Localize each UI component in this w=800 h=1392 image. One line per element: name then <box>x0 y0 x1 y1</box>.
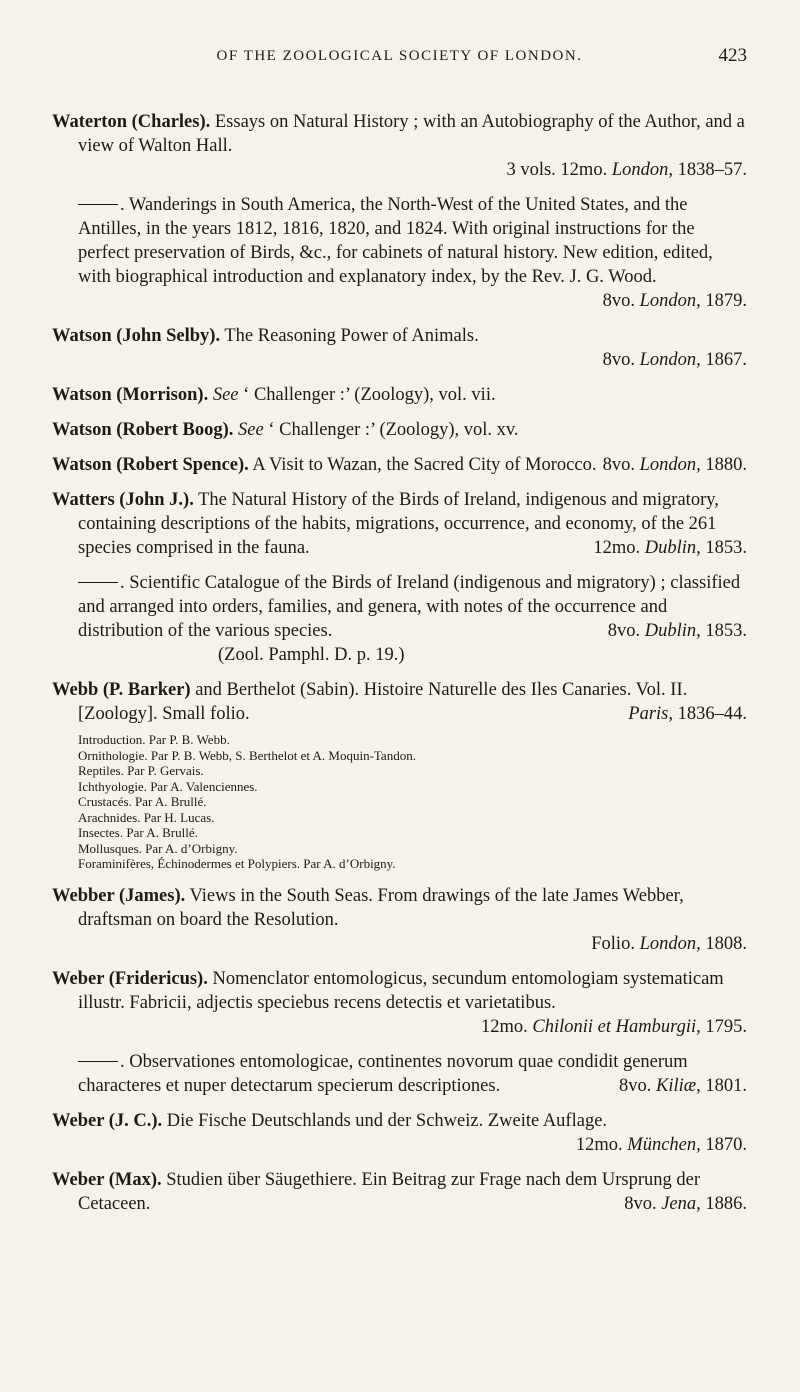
entry-title: . Scientific Catalogue of the Birds of Ireland (indigenous and migratory) ; classified and arranged into orders, families, and genera, with notes of the occurrence and distribution of the various species. <box>78 573 741 641</box>
contents-line: Crustacés. Par A. Brullé. <box>78 794 207 809</box>
entry-imprint: 8vo. London, 1867. <box>602 350 747 370</box>
entry-title: . Observationes entomologicae, continentes novorum quae condidit generum characteres et nuper detectarum specierum descriptiones. <box>78 1051 688 1096</box>
entry-imprint: 12mo. Chilonii et Hamburgii, 1795. <box>480 1016 747 1037</box>
entry-imprint: 12mo. München, 1870. <box>575 1134 747 1155</box>
page-number: 423 <box>718 45 747 66</box>
ditto-dash <box>78 1061 118 1062</box>
entry-title: . Wanderings in South America, the North-West of the United States, and the Antilles, in the years 1812, 1816, 1820, and 1824. With original instructions for the perfect preservation of Birds, &c., for cabinets of natural history. New edition, edited, with biographical introduction and explanatory index, by the Rev. J. G. Wood. <box>78 195 713 287</box>
entry-author: Watson (John Selby). <box>52 326 221 346</box>
entry-imprint: 8vo. London, 1880. <box>602 455 747 475</box>
entry-author: Waterton (Charles). <box>52 112 211 132</box>
entry-weber-observationes <box>52 1050 747 1098</box>
entry-weber-fridericus <box>52 967 747 1039</box>
entry-imprint: 12mo. Dublin, 1853. <box>593 538 747 558</box>
entry-watson-robert-spence <box>52 453 747 477</box>
entry-webb-berthelot <box>52 678 747 726</box>
running-head: OF THE ZOOLOGICAL SOCIETY OF LONDON. <box>216 48 583 64</box>
entry-weber-jc <box>52 1109 747 1157</box>
ditto-dash <box>78 582 118 583</box>
entry-watson-robert-boog <box>52 418 747 442</box>
pamphlet-reference: (Zool. Pamphl. D. p. 19.) <box>218 645 405 665</box>
entry-title: Essays on Natural History ; with an Autobiography of the Author, and a view of Walton Hall. <box>78 112 745 156</box>
entry-author: Watson (Robert Spence). <box>52 455 249 475</box>
contents-line: Introduction. Par P. B. Webb. <box>78 732 230 747</box>
ditto-dash <box>78 204 118 205</box>
entry-author: Weber (J. C.). <box>52 1110 163 1131</box>
entry-waterton-wanderings <box>52 193 747 313</box>
entry-title: Die Fische Deutschlands und der Schweiz. Zweite Auflage. <box>162 1110 608 1131</box>
entry-imprint: 8vo. Kiliæ, 1801. <box>619 1075 747 1096</box>
contents-line: Arachnides. Par H. Lucas. <box>78 809 215 825</box>
entry-author: Webber (James). <box>52 885 186 906</box>
contents-line: Insectes. Par A. Brullé. <box>78 825 198 840</box>
entry-title: ‘ Challenger :’ (Zoology), vol. xv. <box>263 420 519 440</box>
entry-title: The Natural History of the Birds of Ireland, indigenous and migratory, containing descriptions of the habits, migrations, occurrence, and economy, of the 261 species comprised in the fauna. <box>78 490 719 558</box>
entry-title: Studien über Säugethiere. Ein Beitrag zur Frage nach dem Ursprung der Cetaceen. <box>78 1169 700 1214</box>
entry-waterton-essays <box>52 110 747 182</box>
contents-line: Mollusques. Par A. d’Orbigny. <box>78 840 238 856</box>
entry-watson-john-selby <box>52 324 747 372</box>
entry-title: ‘ Challenger :’ (Zoology), vol. vii. <box>238 385 496 405</box>
entry-imprint: 8vo. Dublin, 1853. <box>607 621 747 641</box>
book-page <box>52 0 747 1392</box>
entry-author: Webb (P. Barker) <box>52 680 191 700</box>
entry-title: The Reasoning Power of Animals. <box>220 326 479 346</box>
entry-title: Nomenclator entomologicus, secundum entomologiam systematicam illustr. Fabricii, adjectis speciebus recens detectis et varietatibus. <box>78 968 724 1013</box>
entry-title: A Visit to Wazan, the Sacred City of Morocco. <box>248 455 597 475</box>
page-header <box>52 0 747 105</box>
entry-watters-natural-history <box>52 488 747 560</box>
contents-line: Ornithologie. Par P. B. Webb, S. Berthelot et A. Moquin-Tandon. <box>78 747 416 763</box>
entry-watson-morrison <box>52 383 747 407</box>
entry-author: Watson (Robert Boog). <box>52 420 234 440</box>
see-reference: See <box>238 420 264 440</box>
entry-title: Views in the South Seas. From drawings of the late James Webber, draftsman on board the Resolution. <box>78 885 684 930</box>
entry-imprint: 8vo. Jena, 1886. <box>624 1193 747 1214</box>
contents-list <box>52 732 747 872</box>
entry-author: Watson (Morrison). <box>52 385 209 405</box>
contents-line: Ichthyologie. Par A. Valenciennes. <box>78 778 258 794</box>
entry-weber-max <box>52 1168 747 1216</box>
entry-title: and Berthelot (Sabin). Histoire Naturelle des Iles Canaries. Vol. II. [Zoology]. Small folio. <box>78 680 688 724</box>
entry-watters-catalogue <box>52 571 747 667</box>
entry-imprint: 8vo. London, 1879. <box>602 291 747 311</box>
entry-author: Watters (John J.). <box>52 490 194 510</box>
entry-imprint: Paris, 1836–44. <box>628 704 747 724</box>
contents-line: Foraminifères, Échinodermes et Polypiers. Par A. d’Orbigny. <box>78 856 396 871</box>
see-reference: See <box>212 385 239 405</box>
entry-author: Weber (Max). <box>52 1169 162 1190</box>
entry-imprint: 3 vols. 12mo. London, 1838–57. <box>506 160 747 180</box>
entry-imprint: Folio. London, 1808. <box>591 933 747 954</box>
bibliography-entries <box>52 110 747 1227</box>
entry-author: Weber (Fridericus). <box>52 968 208 989</box>
contents-line: Reptiles. Par P. Gervais. <box>78 763 204 778</box>
entry-webber-james <box>52 884 747 956</box>
